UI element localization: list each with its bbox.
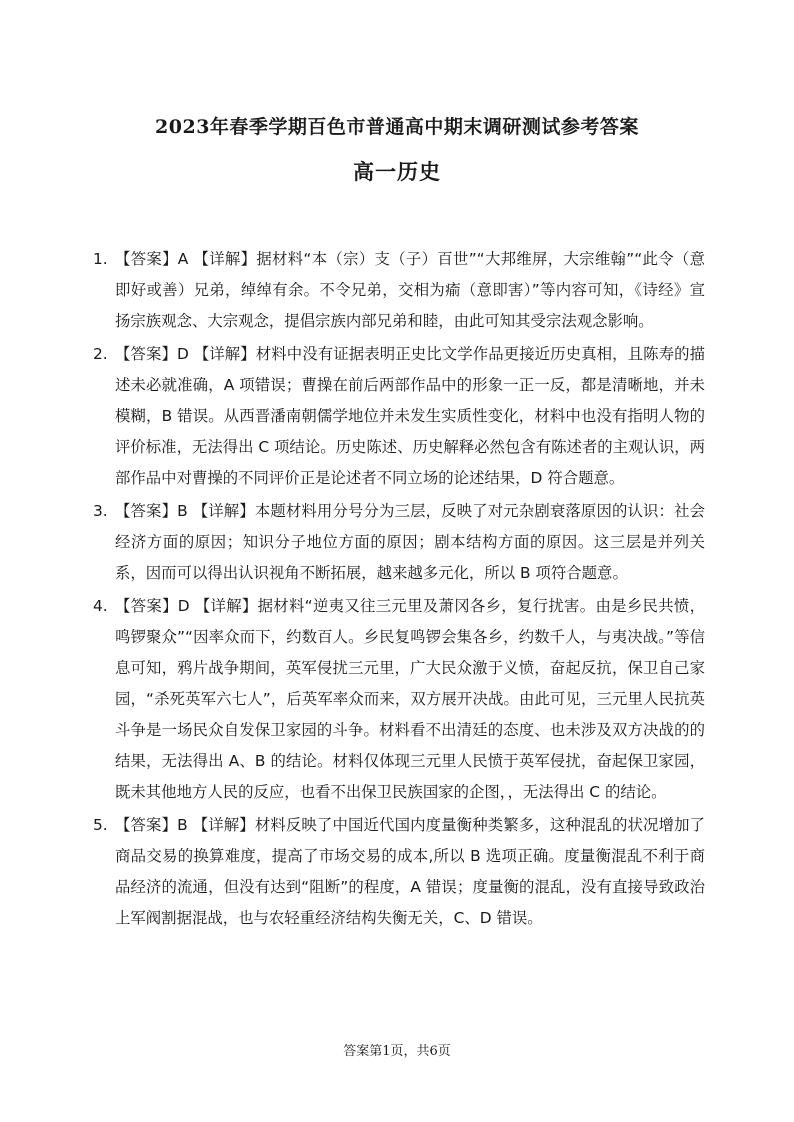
answer-item-1: [93, 244, 705, 337]
page-footer: 答案第1页，共6页: [343, 1044, 451, 1059]
answer-number: 1.: [93, 250, 108, 268]
answer-item-3: [93, 496, 705, 589]
document-title: 2023年春季学期百色市普通高中期末调研测试参考答案: [155, 116, 639, 138]
document-subtitle: 高一历史: [353, 159, 441, 184]
answer-number: 5.: [93, 816, 108, 834]
answer-number: 4.: [93, 597, 108, 615]
answer-number: 2.: [93, 345, 108, 363]
answer-item-4: [93, 591, 705, 808]
answer-text: 【答案】D 【详解】据材料“逆夷又往三元里及萧冈各乡，复行扰害。由是乡民共愤，鸣锣聚众”“因率众而下，约数百人。乡民复鸣锣会集各乡，约数千人，与夷决战。”等信息可知，鸦片战争期间，英军侵扰三元里，广大民众激于义愤，奋起反抗，保卫自己家园，“杀死英军六七人”，后英军率众而来，双方展开决战。由此可见，三元里人民抗英斗争是一场民众自发保卫家园的斗争。材料看不出清廷的态度、也未涉及双方决战的的结果，无法得出 A、B 的结论。材料仅体现三元里人民愤于英军侵扰，奋起保卫家园，既未其他地方人民的反应，也看不出保卫民族国家的企图，，无法得出 C 的结论。: [115, 597, 705, 801]
answer-item-5: [93, 810, 705, 934]
answer-item-2: [93, 339, 705, 494]
answer-list: [93, 244, 705, 936]
answer-text: 【答案】A 【详解】据材料“本（宗）支（子）百世”“大邦维屏，大宗维翰”“此令（意即好或善）兄弟，绰绰有余。不令兄弟，交相为瘉（意即害）”等内容可知，《诗经》宣扬宗族观念、大宗观念，提倡宗族内部兄弟和睦，由此可知其受宗法观念影响。: [115, 250, 705, 330]
answer-text: 【答案】B 【详解】材料反映了中国近代国内度量衡种类繁多，这种混乱的状况增加了商品交易的换算难度，提高了市场交易的成本,所以 B 选项正确。度量衡混乱不利于商品经济的流通，但没有达到“阻断”的程度，A 错误；度量衡的混乱，没有直接导致政治上军阀割据混战，也与农轻重经济结构失衡无关，C、D 错误。: [115, 816, 705, 927]
answer-text: 【答案】B 【详解】本题材料用分号分为三层，反映了对元杂剧衰落原因的认识：社会经济方面的原因；知识分子地位方面的原因；剧本结构方面的原因。这三层是并列关系，因而可以得出认识视角不断拓展，越来越多元化，所以 B 项符合题意。: [115, 502, 705, 582]
answer-text: 【答案】D 【详解】材料中没有证据表明正史比文学作品更接近历史真相，且陈寿的描述未必就准确，A 项错误；曹操在前后两部作品中的形象一正一反，都是清晰地，并未模糊，B 错误。从西晋潘南朝儒学地位并未发生实质性变化，材料中也没有指明人物的评价标准，无法得出 C 项结论。历史陈述、历史解释必然包含有陈述者的主观认识，两部作品中对曹操的不同评价正是论述者不同立场的论述结果，D 符合题意。: [115, 345, 705, 487]
answer-number: 3.: [93, 502, 108, 520]
